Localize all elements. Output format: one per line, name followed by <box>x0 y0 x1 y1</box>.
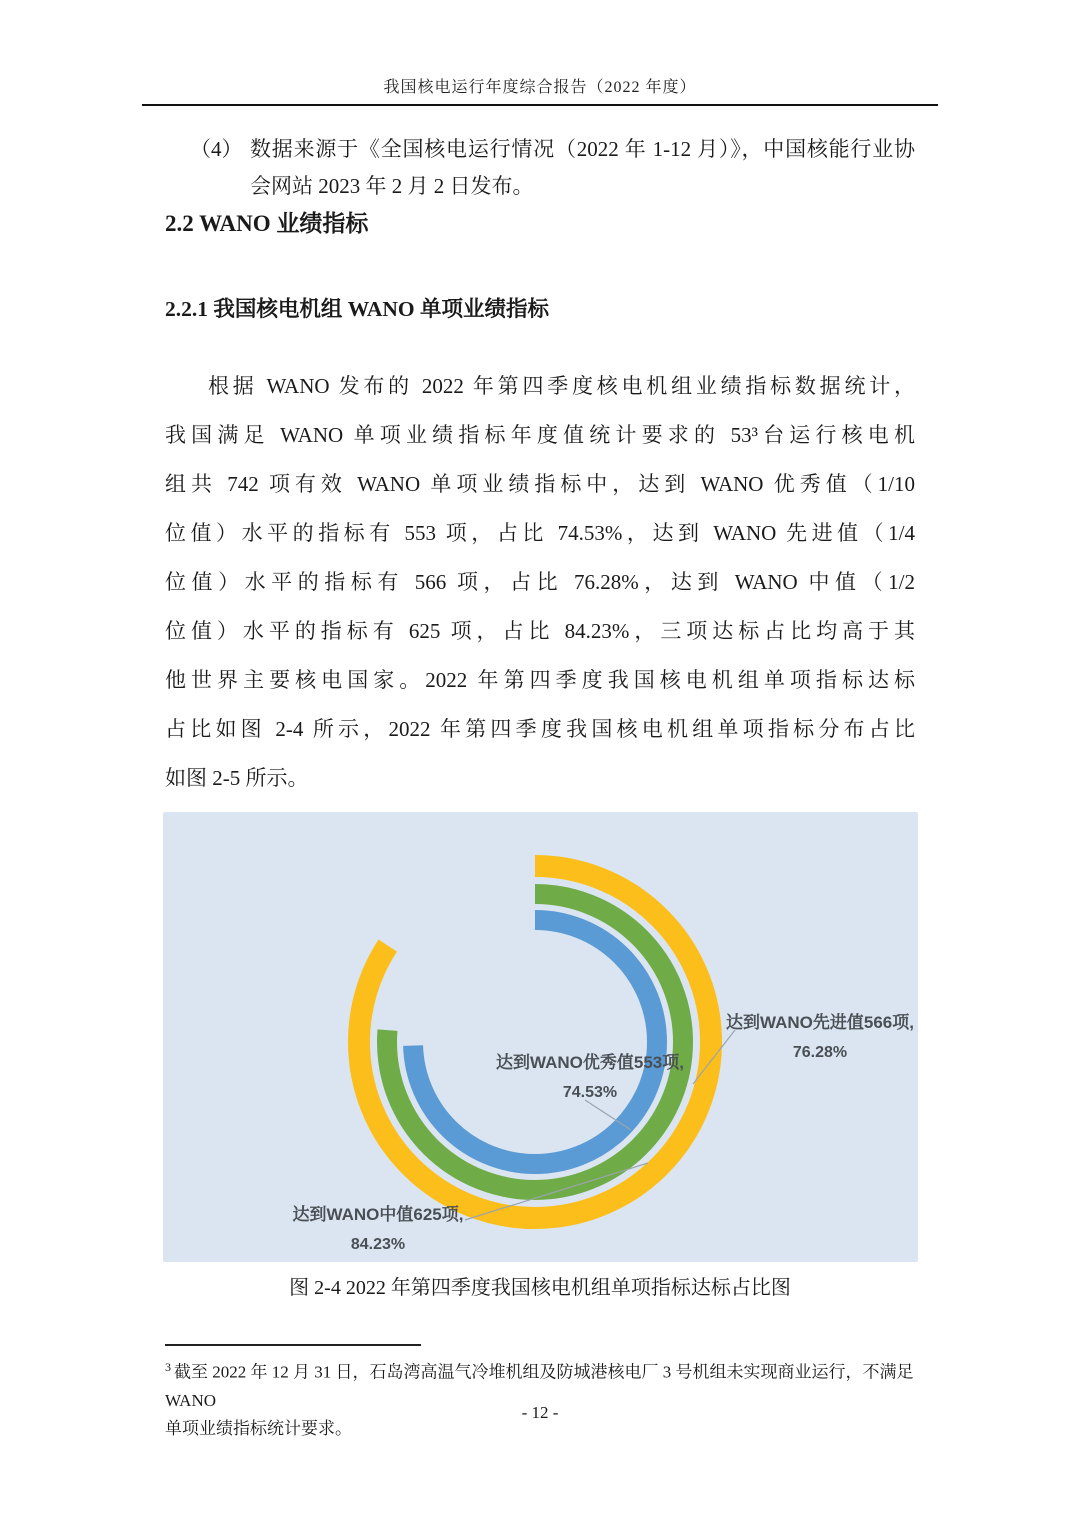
page-number: - 12 - <box>521 1403 559 1422</box>
paragraph-line: 位值）水平的指标有 625 项，占比 84.23%，三项达标占比均高于其 <box>165 619 915 643</box>
subsection-heading: 2.2.1 我国核电机组 WANO 单项业绩指标 <box>165 297 550 321</box>
footnote-line: 单项业绩指标统计要求。 <box>165 1418 352 1438</box>
data-label-value: 84.23% <box>350 1236 406 1253</box>
section-heading: 2.2 WANO 业绩指标 <box>165 211 369 236</box>
paragraph-line: 他世界主要核电国家。2022 年第四季度我国核电机组单项指标达标 <box>165 668 915 692</box>
footnote-marker: 3 <box>165 1360 171 1374</box>
data-label-value: 76.28% <box>792 1044 848 1061</box>
data-label-median <box>293 1200 464 1260</box>
list-item-line: 会网站 2023 年 2 月 2 日发布。 <box>250 174 534 198</box>
paragraph-line: 如图 2-5 所示。 <box>165 766 309 790</box>
data-label-quartile <box>726 1008 914 1068</box>
paragraph-line: 占比如图 2-4 所示，2022 年第四季度我国核电机组单项指标分布占比 <box>165 717 915 741</box>
header-rule <box>142 104 938 106</box>
paragraph-line: 根据 WANO 发布的 2022 年第四季度核电机组业绩指标数据统计， <box>208 374 915 398</box>
data-label-text: 达到WANO先进值566项, <box>726 1013 914 1032</box>
list-item-text <box>250 131 915 205</box>
data-label-decile <box>496 1048 684 1108</box>
running-header: 我国核电运行年度综合报告（2022 年度） <box>383 79 697 96</box>
ring-decile-arc <box>413 920 657 1164</box>
list-item-line: 数据来源于《全国核电运行情况（2022 年 1-12 月）》，中国核能行业协 <box>250 137 915 161</box>
chart-panel <box>163 812 918 1262</box>
footnote-text: 截至 2022 年 12 月 31 日，石岛湾高温气冷堆机组及防城港核电厂 3 号机组未实现商业运行，不满足 WANO <box>165 1362 914 1410</box>
numbered-list-item <box>190 131 915 205</box>
data-label-value: 74.53% <box>562 1084 618 1101</box>
list-item-marker: （4） <box>190 137 243 161</box>
data-label-text: 达到WANO中值625项, <box>292 1205 464 1224</box>
figure-caption: 图 2-4 2022 年第四季度我国核电机组单项指标达标占比图 <box>289 1277 791 1299</box>
footnote-rule <box>165 1344 421 1346</box>
paragraph-line: 位值）水平的指标有 553 项，占比 74.53%，达到 WANO 先进值（1/4 <box>165 521 915 545</box>
paragraph-line: 组共 742 项有效 WANO 单项业绩指标中，达到 WANO 优秀值（1/10 <box>165 472 915 496</box>
paragraph-line: 我国满足 WANO 单项业绩指标年度值统计要求的 53³台运行核电机 <box>165 423 915 447</box>
body-paragraph <box>165 362 915 803</box>
paragraph-line: 位值）水平的指标有 566 项，占比 76.28%，达到 WANO 中值（1/2 <box>165 570 915 594</box>
ring-quartile-arc <box>387 894 683 1190</box>
footnote <box>165 1353 925 1443</box>
data-label-text: 达到WANO优秀值553项, <box>496 1053 684 1072</box>
